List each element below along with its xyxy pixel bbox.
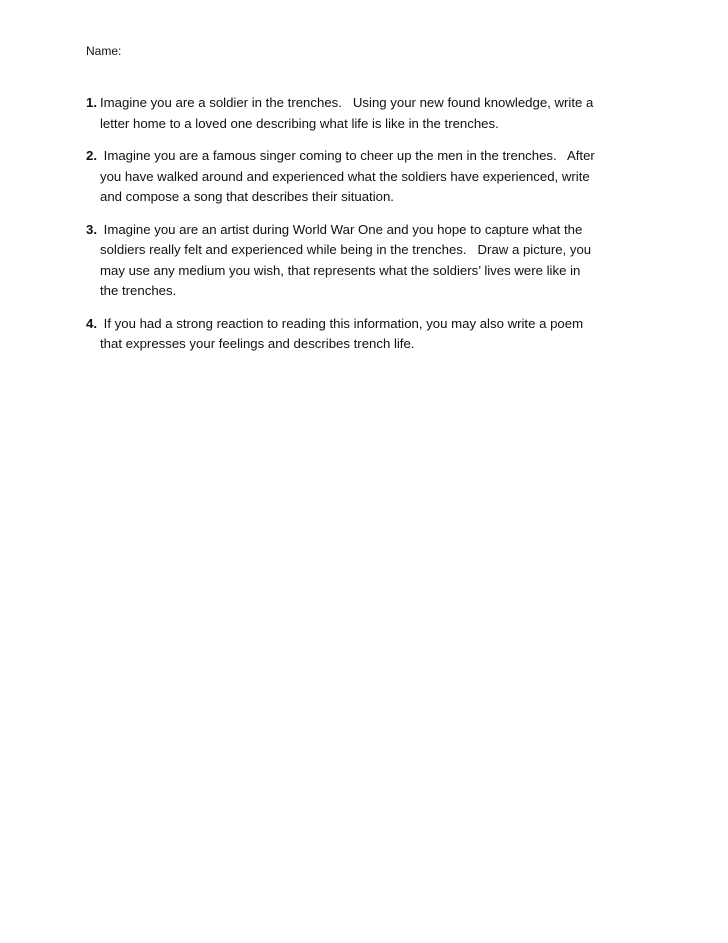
question-2 bbox=[86, 146, 648, 208]
question-number: 2. bbox=[86, 148, 97, 163]
question-line: Imagine you are an artist during World War One and you hope to capture what the bbox=[100, 221, 583, 237]
question-line: Imagine you are a soldier in the trenches. Using your new found knowledge, write a bbox=[100, 95, 594, 110]
name-label: Name: bbox=[86, 44, 122, 58]
question-line: that expresses your feelings and describes trench life. bbox=[100, 336, 415, 351]
question-4 bbox=[86, 314, 648, 355]
question-1 bbox=[86, 93, 648, 134]
question-line: and compose a song that describes their situation. bbox=[100, 189, 394, 204]
question-number: 3. bbox=[86, 221, 97, 237]
question-line: the trenches. bbox=[100, 283, 177, 298]
question-line: soldiers really felt and experienced while being in the trenches. Draw a picture, you bbox=[100, 242, 592, 257]
question-line: may use any medium you wish, that represents what the soldiers’ lives were like in bbox=[100, 262, 581, 278]
question-number: 1. bbox=[86, 95, 97, 110]
question-line: letter home to a loved one describing what life is like in the trenches. bbox=[100, 115, 499, 131]
question-line: Imagine you are a famous singer coming to cheer up the men in the trenches. After bbox=[100, 148, 595, 163]
question-line: you have walked around and experienced what the soldiers have experienced, write bbox=[100, 168, 590, 184]
question-line: If you had a strong reaction to reading this information, you may also write a poem bbox=[100, 315, 584, 331]
question-number: 4. bbox=[86, 315, 97, 331]
question-3 bbox=[86, 220, 648, 302]
